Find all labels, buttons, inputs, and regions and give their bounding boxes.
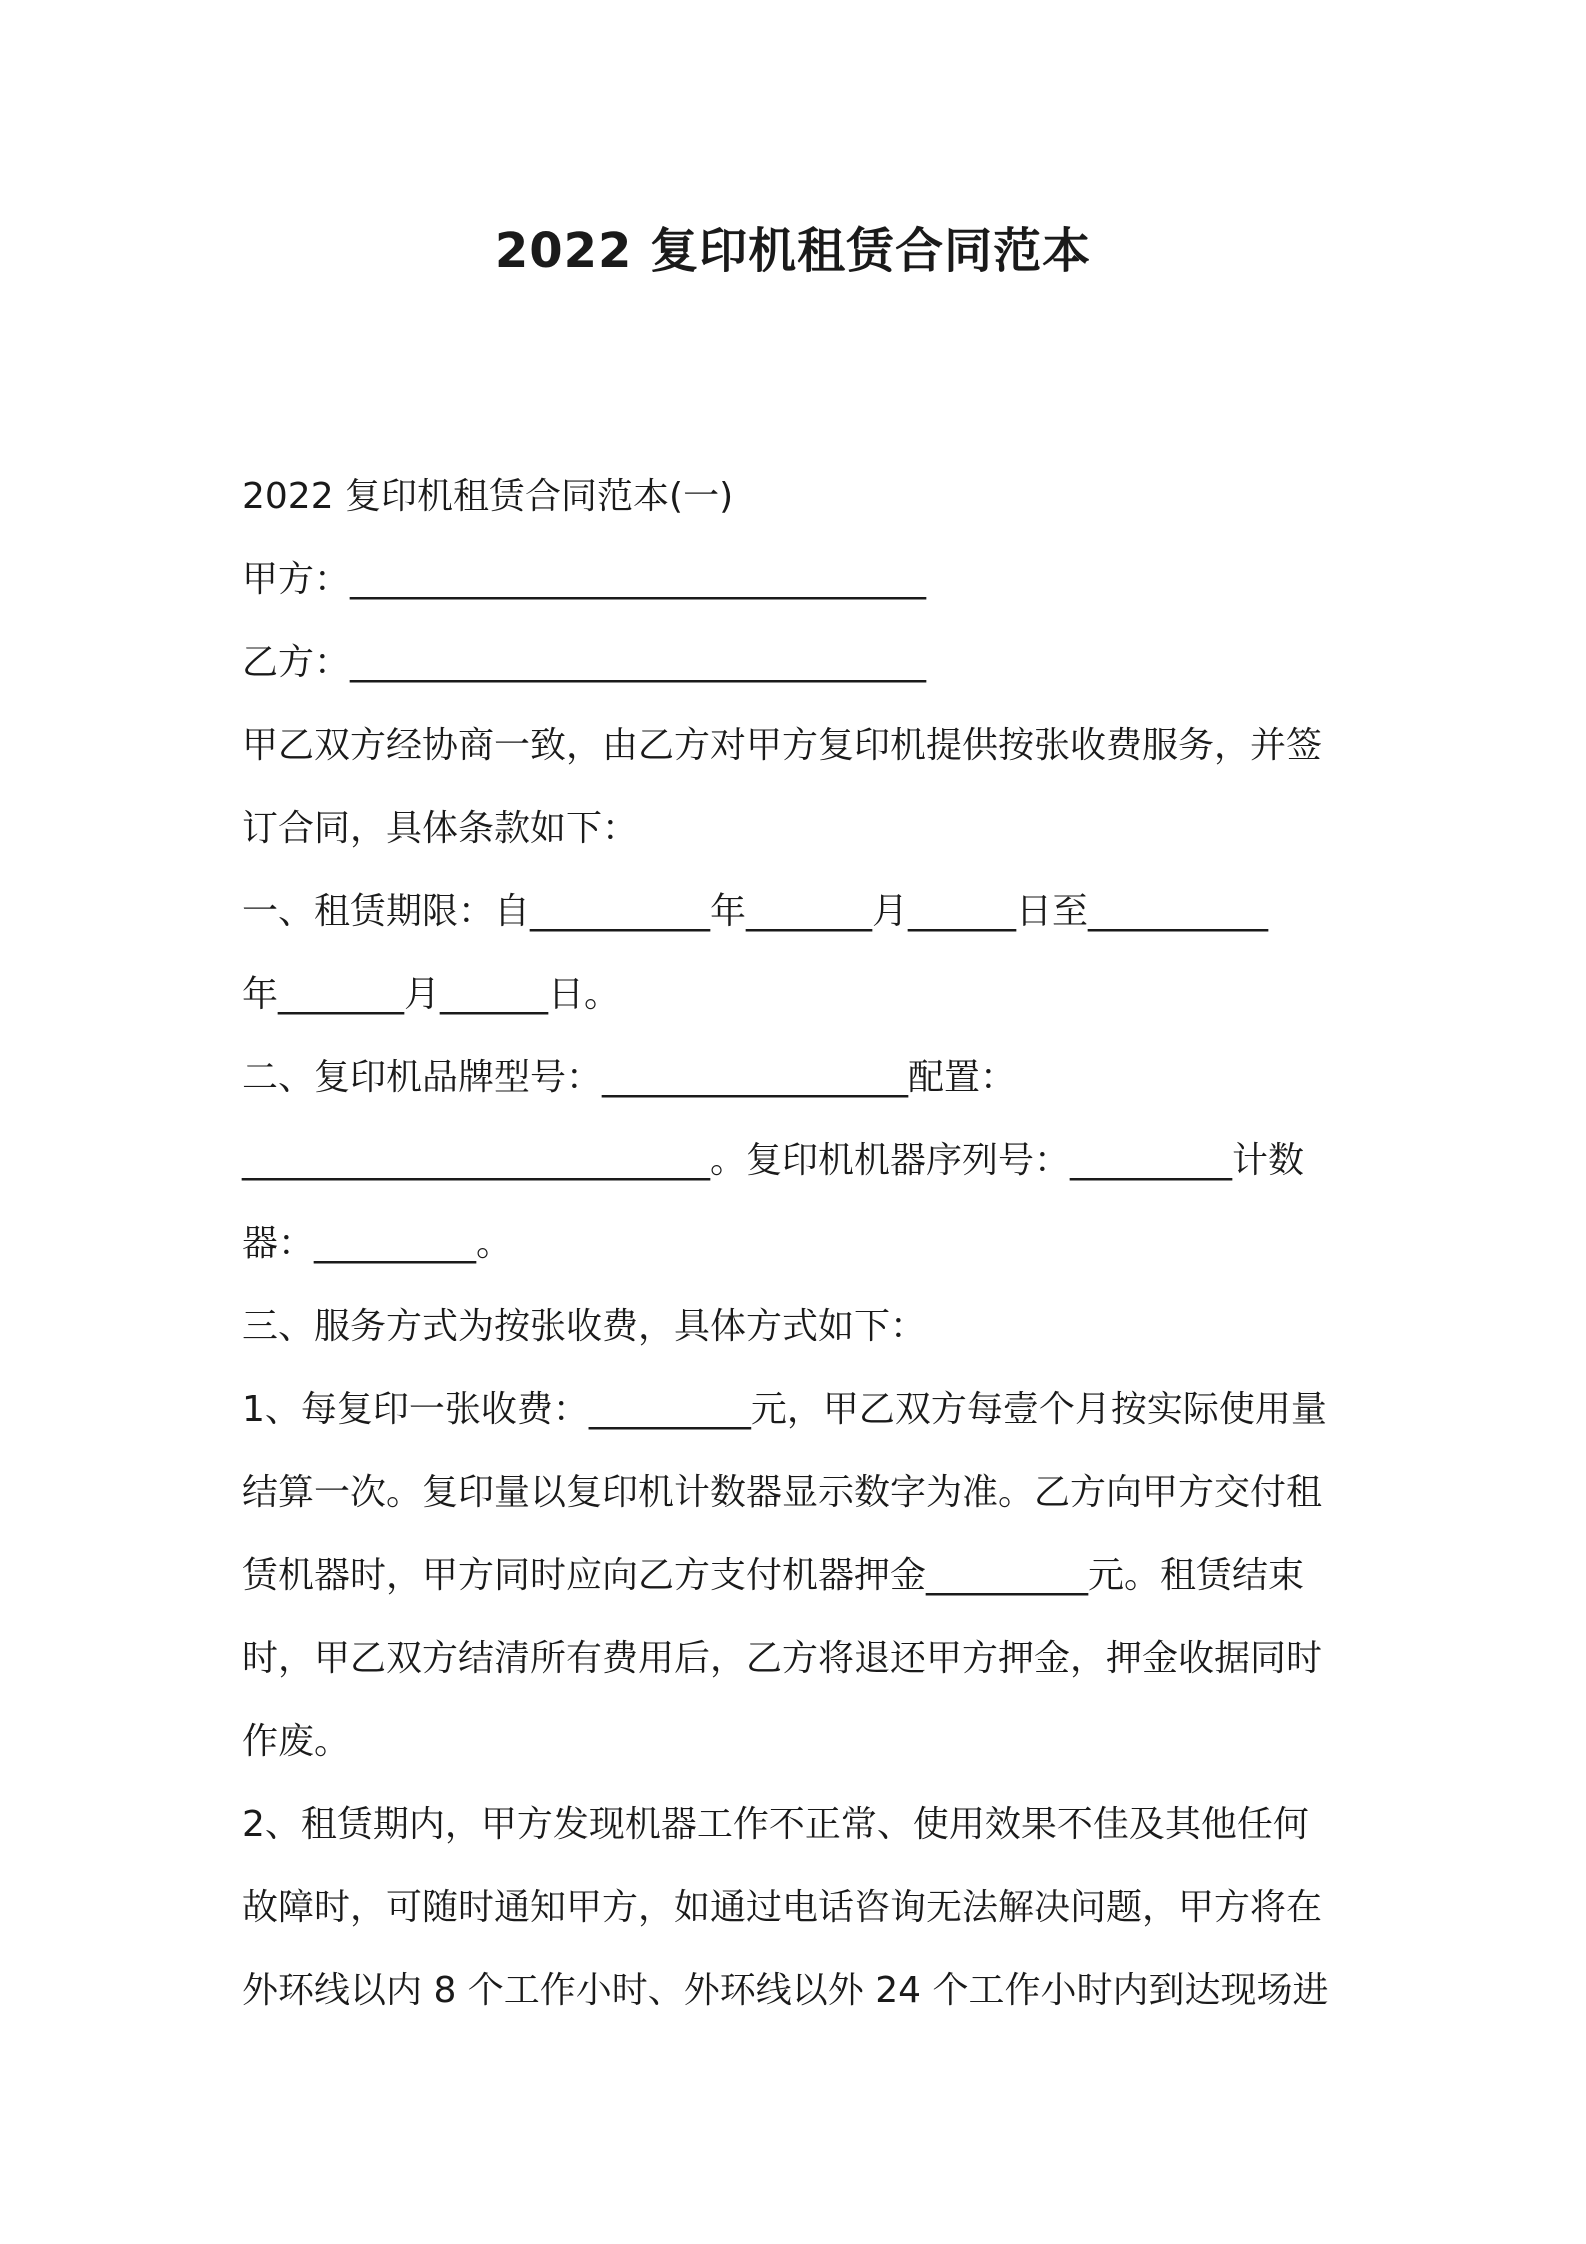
body-line: 年_______月______日。 (242, 974, 621, 1015)
body-line: 故障时，可随时通知甲方，如通过电话咨询无法解决问题，甲方将在 (242, 1887, 1323, 1928)
body-line: 结算一次。复印量以复印机计数器显示数字为准。乙方向甲方交付租 (242, 1472, 1323, 1513)
section-subtitle: 2022 复印机租赁合同范本(一) (242, 476, 734, 517)
body-line: __________________________。复印机机器序列号：_________计数 (242, 1140, 1305, 1181)
document-body (242, 455, 1354, 2032)
body-line: 赁机器时，甲方同时应向乙方支付机器押金_________元。租赁结束 (242, 1555, 1305, 1596)
body-line: 器：_________。 (242, 1223, 513, 1264)
body-line: 二、复印机品牌型号：_________________配置： (242, 1057, 1017, 1098)
party-b-line: 乙方：________________________________ (242, 642, 927, 683)
body-line: 订合同，具体条款如下： (242, 808, 639, 849)
body-line: 时，甲乙双方结清所有费用后，乙方将退还甲方押金，押金收据同时 (242, 1638, 1323, 1679)
body-line: 作废。 (242, 1721, 351, 1762)
body-line: 一、租赁期限：自__________年_______月______日至__________ (242, 891, 1269, 932)
body-line: 外环线以内 8 个工作小时、外环线以外 24 个工作小时内到达现场进 (242, 1970, 1329, 2011)
body-line: 甲乙双方经协商一致，由乙方对甲方复印机提供按张收费服务，并签 (242, 725, 1323, 766)
body-line: 三、服务方式为按张收费，具体方式如下： (242, 1306, 927, 1347)
document-title: 2022 复印机租赁合同范本 (494, 223, 1092, 279)
party-a-line: 甲方：________________________________ (242, 559, 927, 600)
body-line: 2、租赁期内，甲方发现机器工作不正常、使用效果不佳及其他任何 (242, 1804, 1309, 1845)
body-line: 1、每复印一张收费：_________元，甲乙双方每壹个月按实际使用量 (242, 1389, 1327, 1430)
